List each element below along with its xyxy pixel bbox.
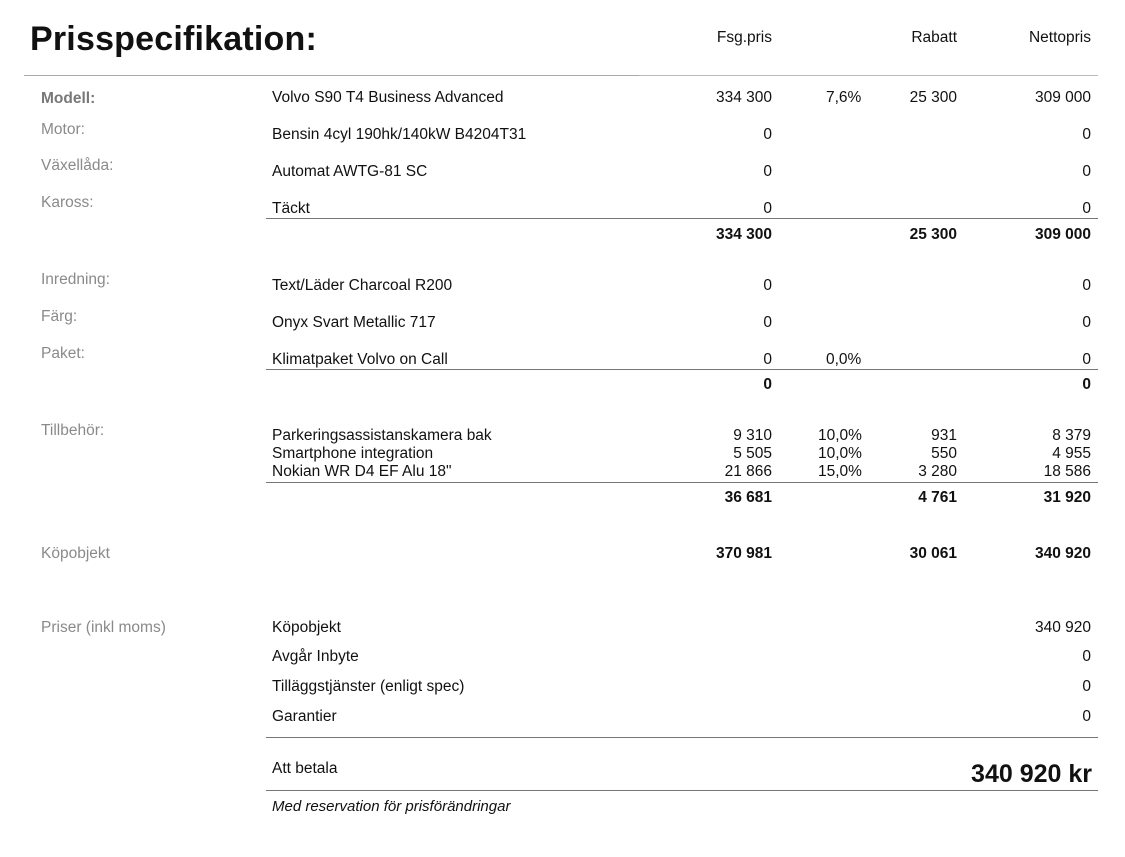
desc-motor: Bensin 4cyl 190hk/140kW B4204T31: [272, 126, 527, 143]
netto-motor: 0: [1082, 126, 1091, 143]
section2-divider: [266, 369, 1098, 370]
payment-divider: [266, 790, 1098, 791]
accessory-netto: 8 379: [1052, 427, 1091, 444]
accessories-total-netto: 31 920: [1043, 489, 1091, 506]
price-row-value: 0: [1082, 648, 1091, 665]
price-row-desc: Köpobjekt: [272, 619, 341, 636]
netto-farg: 0: [1082, 314, 1091, 331]
accessory-rabatt: 3 280: [918, 463, 957, 480]
header-nettopris: Nettopris: [1028, 29, 1091, 46]
label-paket: Paket:: [41, 345, 85, 362]
desc-vaxellada: Automat AWTG-81 SC: [272, 163, 428, 180]
desc-farg: Onyx Svart Metallic 717: [272, 314, 436, 331]
accessory-pct: 10,0%: [818, 445, 862, 462]
header-divider-right: [639, 75, 1098, 76]
fsg-motor: 0: [763, 126, 772, 143]
payment-label: Att betala: [272, 760, 338, 777]
label-tillbehor: Tillbehör:: [41, 422, 105, 439]
desc-modell: Volvo S90 T4 Business Advanced: [272, 89, 504, 106]
accessory-netto: 4 955: [1052, 445, 1091, 462]
price-row-desc: Avgår Inbyte: [272, 648, 359, 665]
fsg-modell: 334 300: [715, 89, 772, 106]
desc-kaross: Täckt: [272, 200, 310, 217]
rabatt-modell: 25 300: [909, 89, 957, 106]
accessory-desc: Nokian WR D4 EF Alu 18": [272, 463, 452, 480]
netto-inredning: 0: [1082, 277, 1091, 294]
price-row-value: 340 920: [1034, 619, 1091, 636]
accessory-netto: 18 586: [1043, 463, 1091, 480]
desc-inredning: Text/Läder Charcoal R200: [272, 277, 453, 294]
section1-total-fsg: 334 300: [715, 226, 772, 243]
fsg-kaross: 0: [763, 200, 772, 217]
accessory-rabatt: 550: [931, 445, 957, 462]
price-row-desc: Garantier: [272, 708, 337, 725]
label-kaross: Kaross:: [41, 194, 94, 211]
netto-kaross: 0: [1082, 200, 1091, 217]
netto-paket: 0: [1082, 351, 1091, 368]
price-row-desc: Tilläggstjänster (enligt spec): [272, 678, 465, 695]
price-row-value: 0: [1082, 708, 1091, 725]
label-kopobjekt: Köpobjekt: [41, 545, 110, 562]
kopobjekt-netto: 340 920: [1034, 545, 1091, 562]
accessory-desc: Smartphone integration: [272, 445, 434, 462]
footnote: Med reservation för prisförändringar: [272, 798, 511, 815]
header-rabatt: Rabatt: [911, 29, 957, 46]
payment-amount: 340 920 kr: [971, 760, 1092, 788]
fsg-inredning: 0: [763, 277, 772, 294]
section2-total-fsg: 0: [763, 376, 772, 393]
section2-total-netto: 0: [1082, 376, 1091, 393]
pct-modell: 7,6%: [826, 89, 862, 106]
label-priser: Priser (inkl moms): [41, 619, 166, 636]
fsg-vaxellada: 0: [763, 163, 772, 180]
section1-divider: [266, 218, 1098, 219]
label-modell: Modell:: [41, 90, 96, 107]
accessories-total-fsg: 36 681: [724, 489, 772, 506]
page-title: Prisspecifikation:: [30, 20, 318, 58]
section1-total-rabatt: 25 300: [909, 226, 957, 243]
netto-modell: 309 000: [1034, 89, 1091, 106]
price-row-value: 0: [1082, 678, 1091, 695]
accessories-total-rabatt: 4 761: [918, 489, 957, 506]
accessory-pct: 15,0%: [818, 463, 862, 480]
label-farg: Färg:: [41, 308, 78, 325]
kopobjekt-fsg: 370 981: [715, 545, 772, 562]
label-motor: Motor:: [41, 121, 85, 138]
netto-vaxellada: 0: [1082, 163, 1091, 180]
header-divider-left: [24, 75, 639, 76]
accessory-fsg: 5 505: [733, 445, 772, 462]
label-inredning: Inredning:: [41, 271, 110, 288]
accessories-divider: [266, 482, 1098, 483]
pct-paket: 0,0%: [826, 351, 862, 368]
kopobjekt-rabatt: 30 061: [909, 545, 957, 562]
section1-total-netto: 309 000: [1034, 226, 1091, 243]
accessory-rabatt: 931: [931, 427, 957, 444]
accessory-pct: 10,0%: [818, 427, 862, 444]
label-vaxellada: Växellåda:: [41, 157, 114, 174]
fsg-paket: 0: [763, 351, 772, 368]
prices-divider: [266, 737, 1098, 738]
desc-paket: Klimatpaket Volvo on Call: [272, 351, 448, 368]
accessory-desc: Parkeringsassistanskamera bak: [272, 427, 492, 444]
header-fsg-pris: Fsg.pris: [716, 29, 772, 46]
fsg-farg: 0: [763, 314, 772, 331]
accessory-fsg: 21 866: [724, 463, 772, 480]
accessory-fsg: 9 310: [733, 427, 772, 444]
